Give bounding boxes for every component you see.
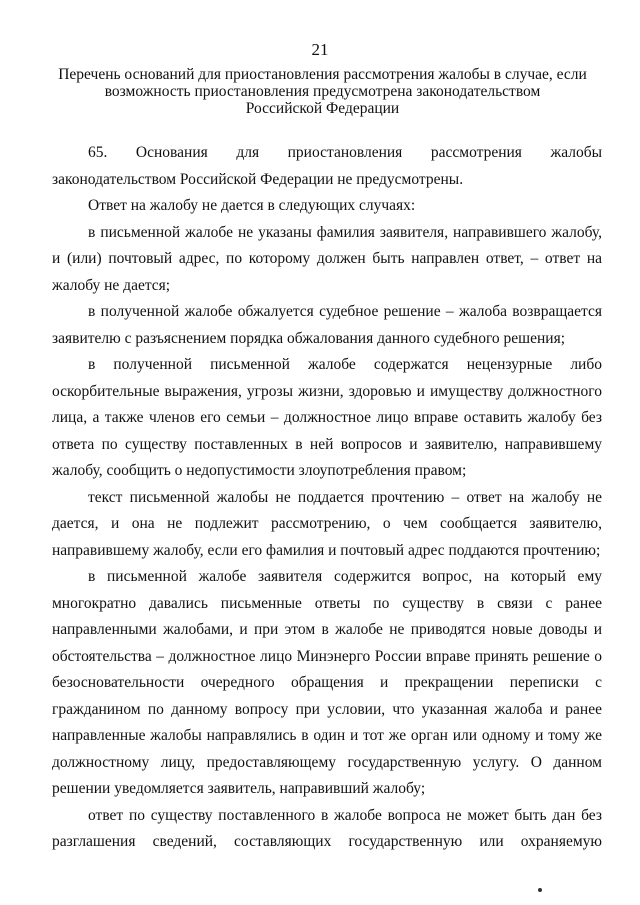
paragraph-case-court-decision: в полученной жалобе обжалуется судебное решение – жалоба возвращается заявителю с разъяснением порядка обжалования данного судебного решения; [52, 303, 602, 347]
paragraph-case-secret: ответ по существу поставленного в жалобе вопроса не может быть дан без разглашения сведений, составляющих государственную или охраняемую [52, 806, 602, 850]
heading-line: возможность приостановления предусмотрена законодательством [104, 83, 541, 100]
paragraph-case-no-name: в письменной жалобе не указаны фамилия заявителя, направившего жалобу, и (или) почтовый адрес, по которому должен быть направлен ответ, – ответ на жалобу не дается; [52, 223, 602, 294]
section-heading [50, 66, 595, 117]
paragraph-intro: Ответ на жалобу не дается в следующих случаях: [88, 197, 416, 214]
heading-line: Российской Федерации [245, 100, 400, 117]
scan-speck [538, 888, 542, 892]
heading-line: Перечень оснований для приостановления рассмотрения жалобы в случае, если [58, 66, 587, 83]
paragraph-clause-65: 65. Основания для приостановления рассмотрения жалобы законодательством Российской Федерации не предусмотрены. [52, 144, 602, 188]
paragraph-case-obscene: в полученной письменной жалобе содержатся нецензурные либо оскорбительные выражения, угрозы жизни, здоровью и имуществу должностного лица, а также членов его семьи – должностное лицо вправе оставить жалобу без ответа по существу поставленных в ней вопросов и заявителю, направившему жалобу, сообщить о недопустимости злоупотребления правом; [52, 356, 602, 479]
page-number: 21 [311, 40, 329, 59]
paragraph-case-repeated: в письменной жалобе заявителя содержится вопрос, на который ему многократно давались письменные ответы по существу в связи с ранее направленными жалобами, и при этом в жалобе не приводятся новые доводы и обстоятельства – должностное лицо Минэнерго России вправе принять решение о безосновательности очередного обращения и прекращении переписки с гражданином по данному вопросу при условии, что указанная жалоба и ранее направленные жалобы направлялись в один и тот же орган или одному и тому же должностному лицу, предоставляющему государственную услугу. О данном решении уведомляется заявитель, направивший жалобу; [52, 568, 602, 797]
paragraph-case-unreadable: текст письменной жалобы не поддается прочтению – ответ на жалобу не дается, и она не подлежит рассмотрению, о чем сообщается заявителю, направившему жалобу, если его фамилия и почтовый адрес поддаются прочтению; [52, 488, 602, 559]
document-body [52, 140, 602, 856]
